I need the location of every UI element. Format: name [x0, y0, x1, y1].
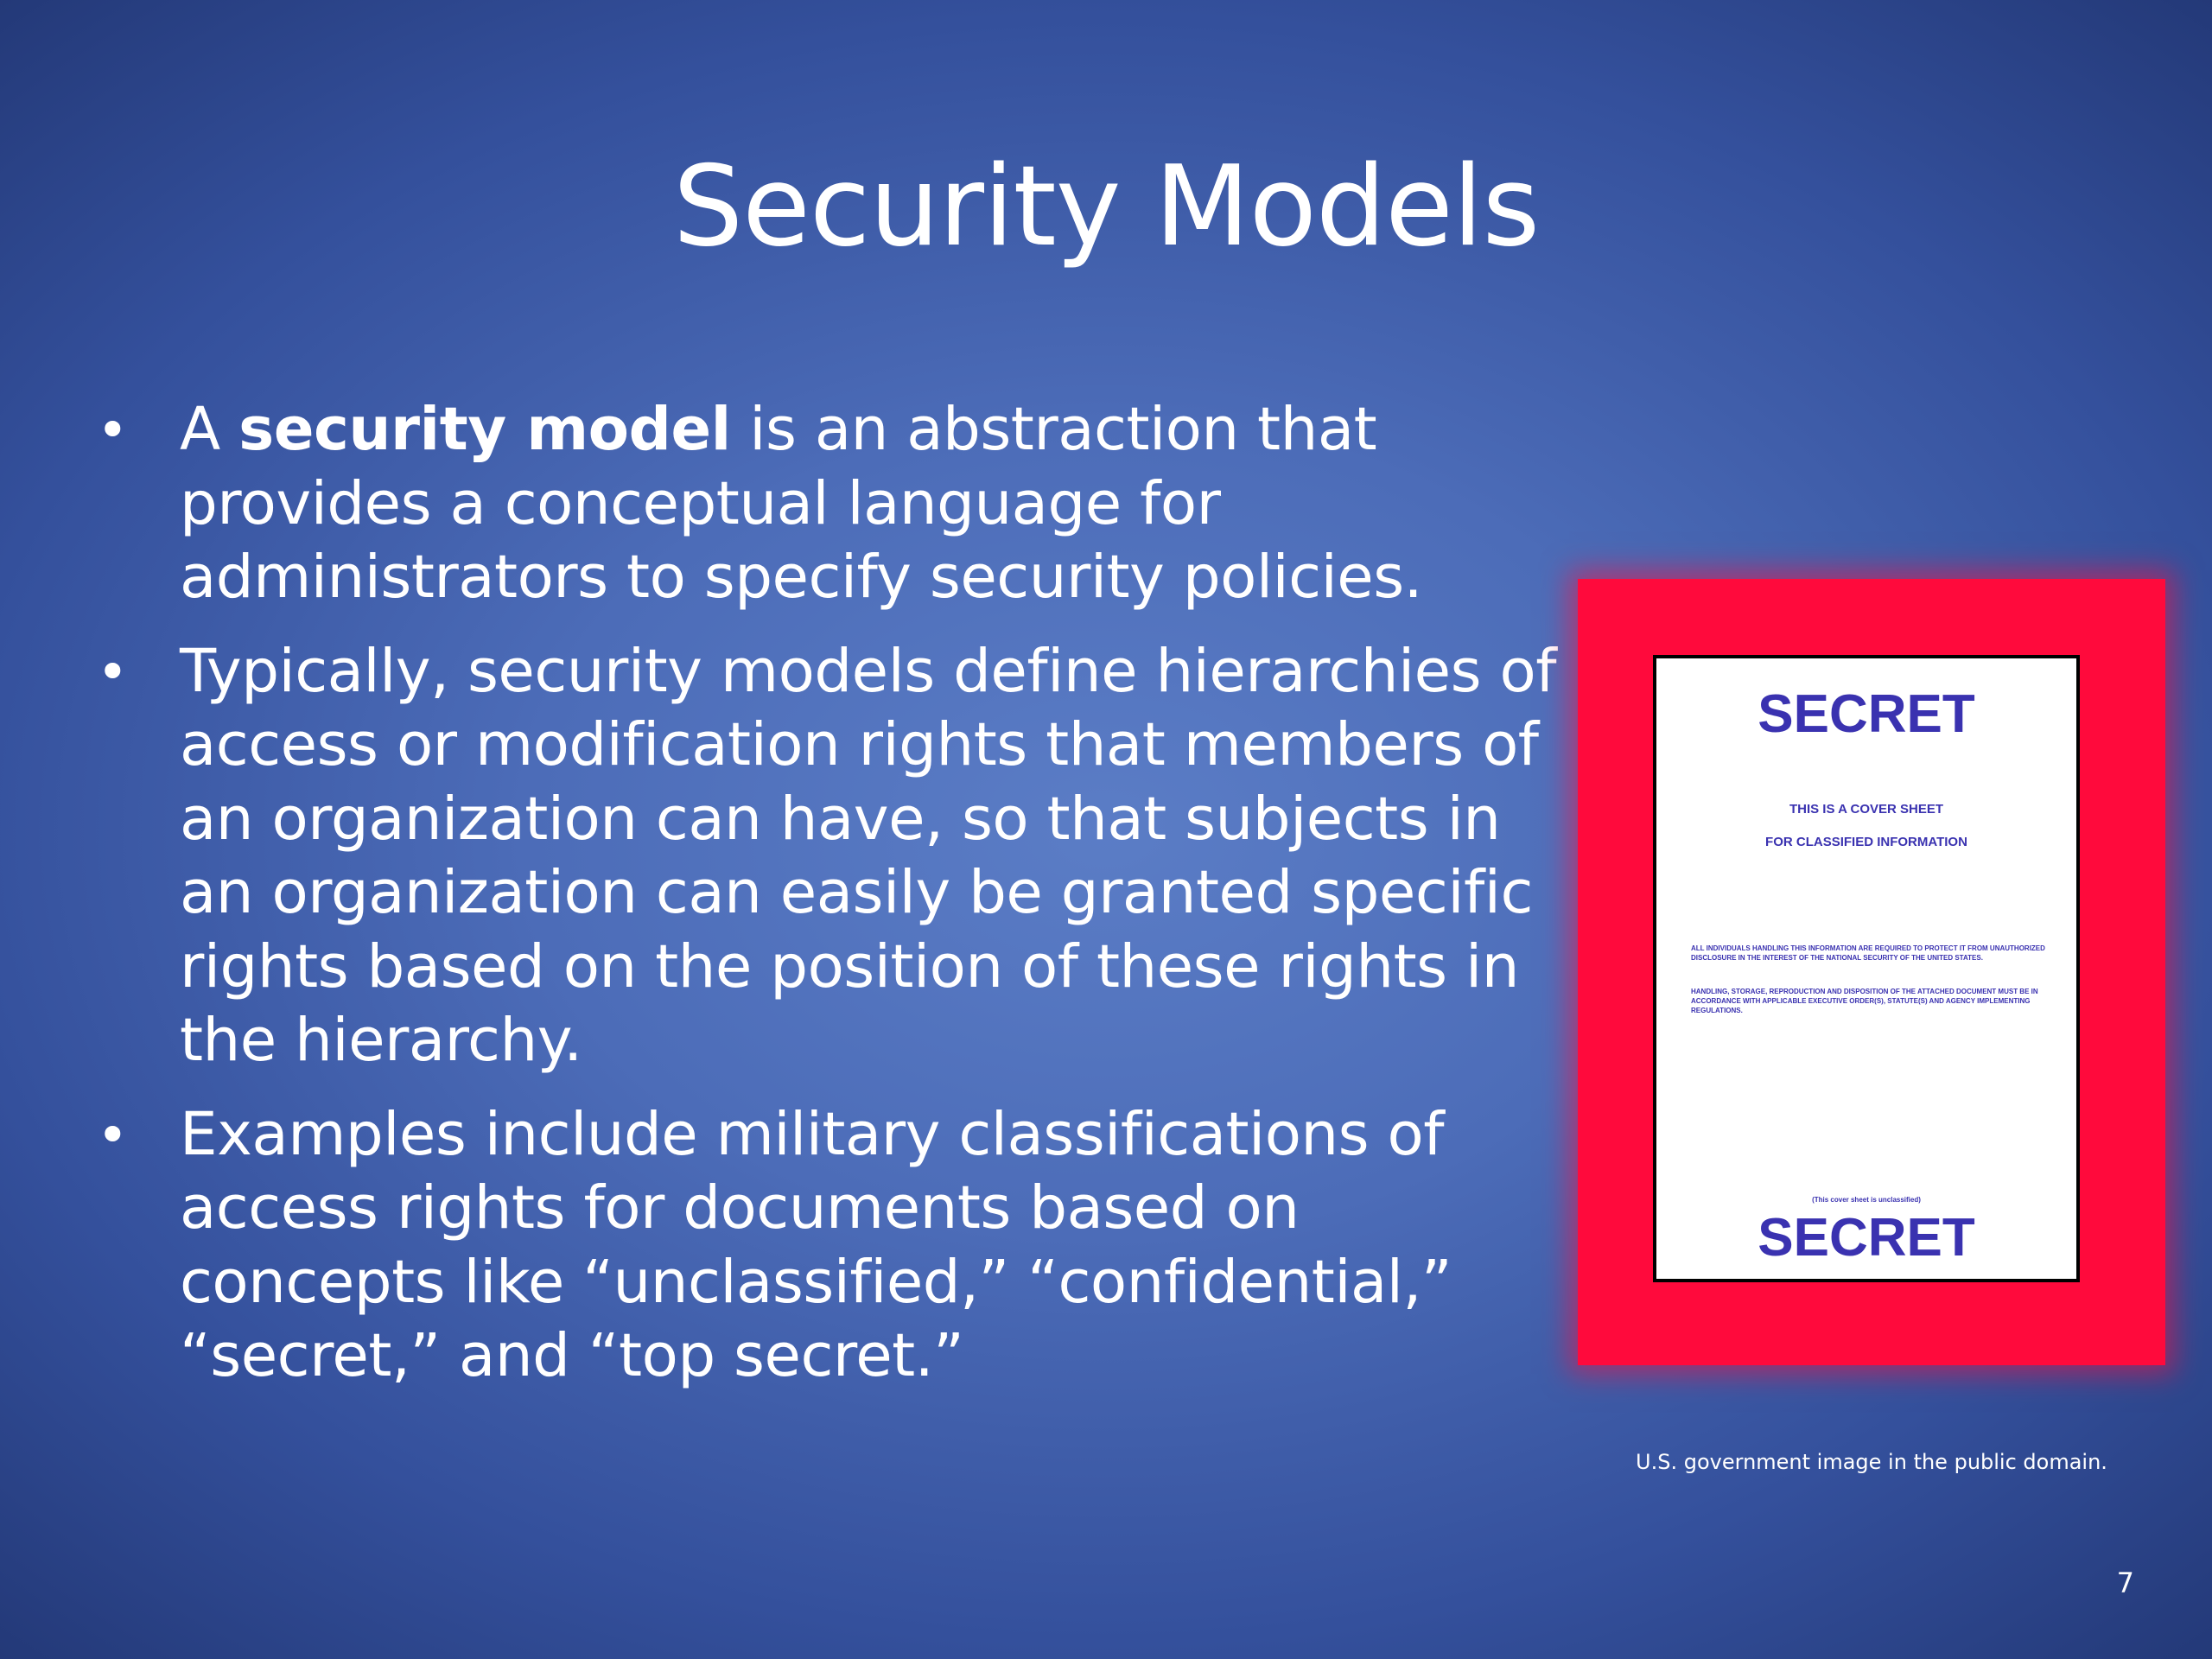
bullet-text: Examples include military classifications of access rights for documents based on concepts like “unclassified,” “confidential,” “secret,” and “top secret.”	[180, 1099, 1452, 1390]
image-caption: U.S. government image in the public domain.	[1636, 1450, 2107, 1474]
bullet-dot: •	[97, 639, 129, 703]
cover-sheet-note: (This cover sheet is unclassified)	[1812, 1196, 1921, 1204]
bullet-list	[86, 393, 1573, 1414]
cover-sheet-line2: FOR CLASSIFIED INFORMATION	[1765, 835, 1967, 849]
slide-title: Security Models	[672, 143, 1540, 271]
secret-heading-bottom: SECRET	[1758, 1208, 1975, 1268]
bullet-item	[86, 635, 1573, 1078]
bullet-item	[86, 1098, 1573, 1394]
page-number: 7	[2116, 1567, 2134, 1599]
bullet-text: Typically, security models define hierarchies of access or modification rights that members of an organization can have, so that subjects in an organization can easily be granted specific rights based on the position of these rights in the hierarchy.	[180, 636, 1556, 1075]
bullet-text-suffix: is an abstraction that provides a conceptual language for administrators to specify security policies.	[180, 395, 1423, 612]
bullet-text-prefix: A	[180, 395, 239, 464]
cover-sheet-line1: THIS IS A COVER SHEET	[1789, 802, 1944, 817]
bullet-bold-term: security model	[238, 395, 731, 464]
cover-sheet	[1653, 655, 2080, 1282]
secret-heading-top: SECRET	[1758, 684, 1975, 744]
cover-sheet-paragraph2: HANDLING, STORAGE, REPRODUCTION AND DISPOSITION OF THE ATTACHED DOCUMENT MUST BE IN ACCORDANCE WITH APPLICABLE EXECUTIVE ORDER(S), STATUTE(S) AND AGENCY IMPLEMENTING REGULATIONS.	[1691, 988, 2038, 1014]
bullet-dot: •	[97, 1103, 129, 1166]
cover-sheet-paragraph1: ALL INDIVIDUALS HANDLING THIS INFORMATION ARE REQUIRED TO PROTECT IT FROM UNAUTHORIZED DISCLOSURE IN THE INTEREST OF THE NATIONAL SECURITY OF THE UNITED STATES.	[1691, 944, 2045, 962]
bullet-dot: •	[97, 398, 129, 461]
bullet-item	[86, 393, 1573, 615]
classified-cover-image	[1578, 579, 2165, 1365]
